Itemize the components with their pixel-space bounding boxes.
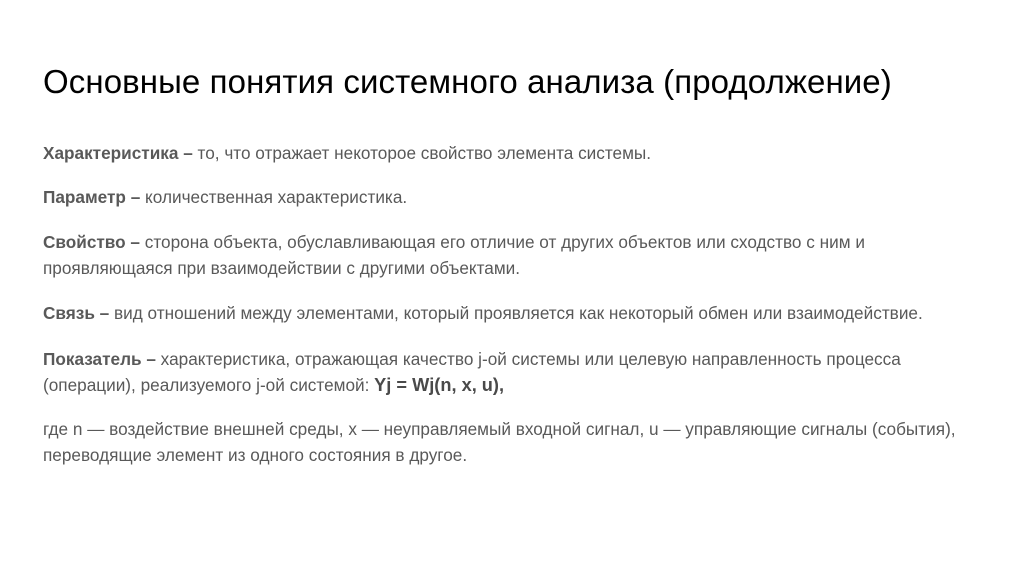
definition-indicator: [43, 346, 983, 398]
slide-body: [43, 140, 983, 468]
definition-term: Характеристика –: [43, 143, 193, 163]
definition-text: сторона объекта, обуславливающая его отличие от других объектов или сходство с ним и проявляющаяся при взаимодействии с другими объектами.: [43, 232, 865, 278]
definition-text: то, что отражает некоторое свойство элемента системы.: [192, 143, 652, 163]
definition-term: Параметр –: [43, 187, 141, 207]
slide-title: Основные понятия системного анализа (продолжение): [43, 63, 892, 100]
definition-parameter: [43, 184, 983, 210]
definition-term: Связь –: [43, 303, 110, 323]
formula-explanation: где n — воздействие внешней среды, x — неуправляемый входной сигнал, u — управляющие сигналы (события), переводящие элемент из одного состояния в другое.: [43, 419, 956, 465]
definition-characteristic: [43, 140, 983, 166]
definition-text: вид отношений между элементами, который проявляется как некоторый обмен или взаимодействие.: [109, 303, 923, 323]
definition-text: характеристика, отражающая качество j-ой системы или целевую направленность процесса (операции), реализуемого j-ой системой:: [43, 349, 901, 395]
definition-term: Свойство –: [43, 232, 140, 252]
definition-term: Показатель –: [43, 349, 156, 369]
indicator-formula: Yj = Wj(n, x, u),: [374, 375, 505, 395]
definition-property: [43, 229, 983, 281]
definition-relation: [43, 300, 983, 326]
definition-text: количественная характеристика.: [140, 187, 408, 207]
